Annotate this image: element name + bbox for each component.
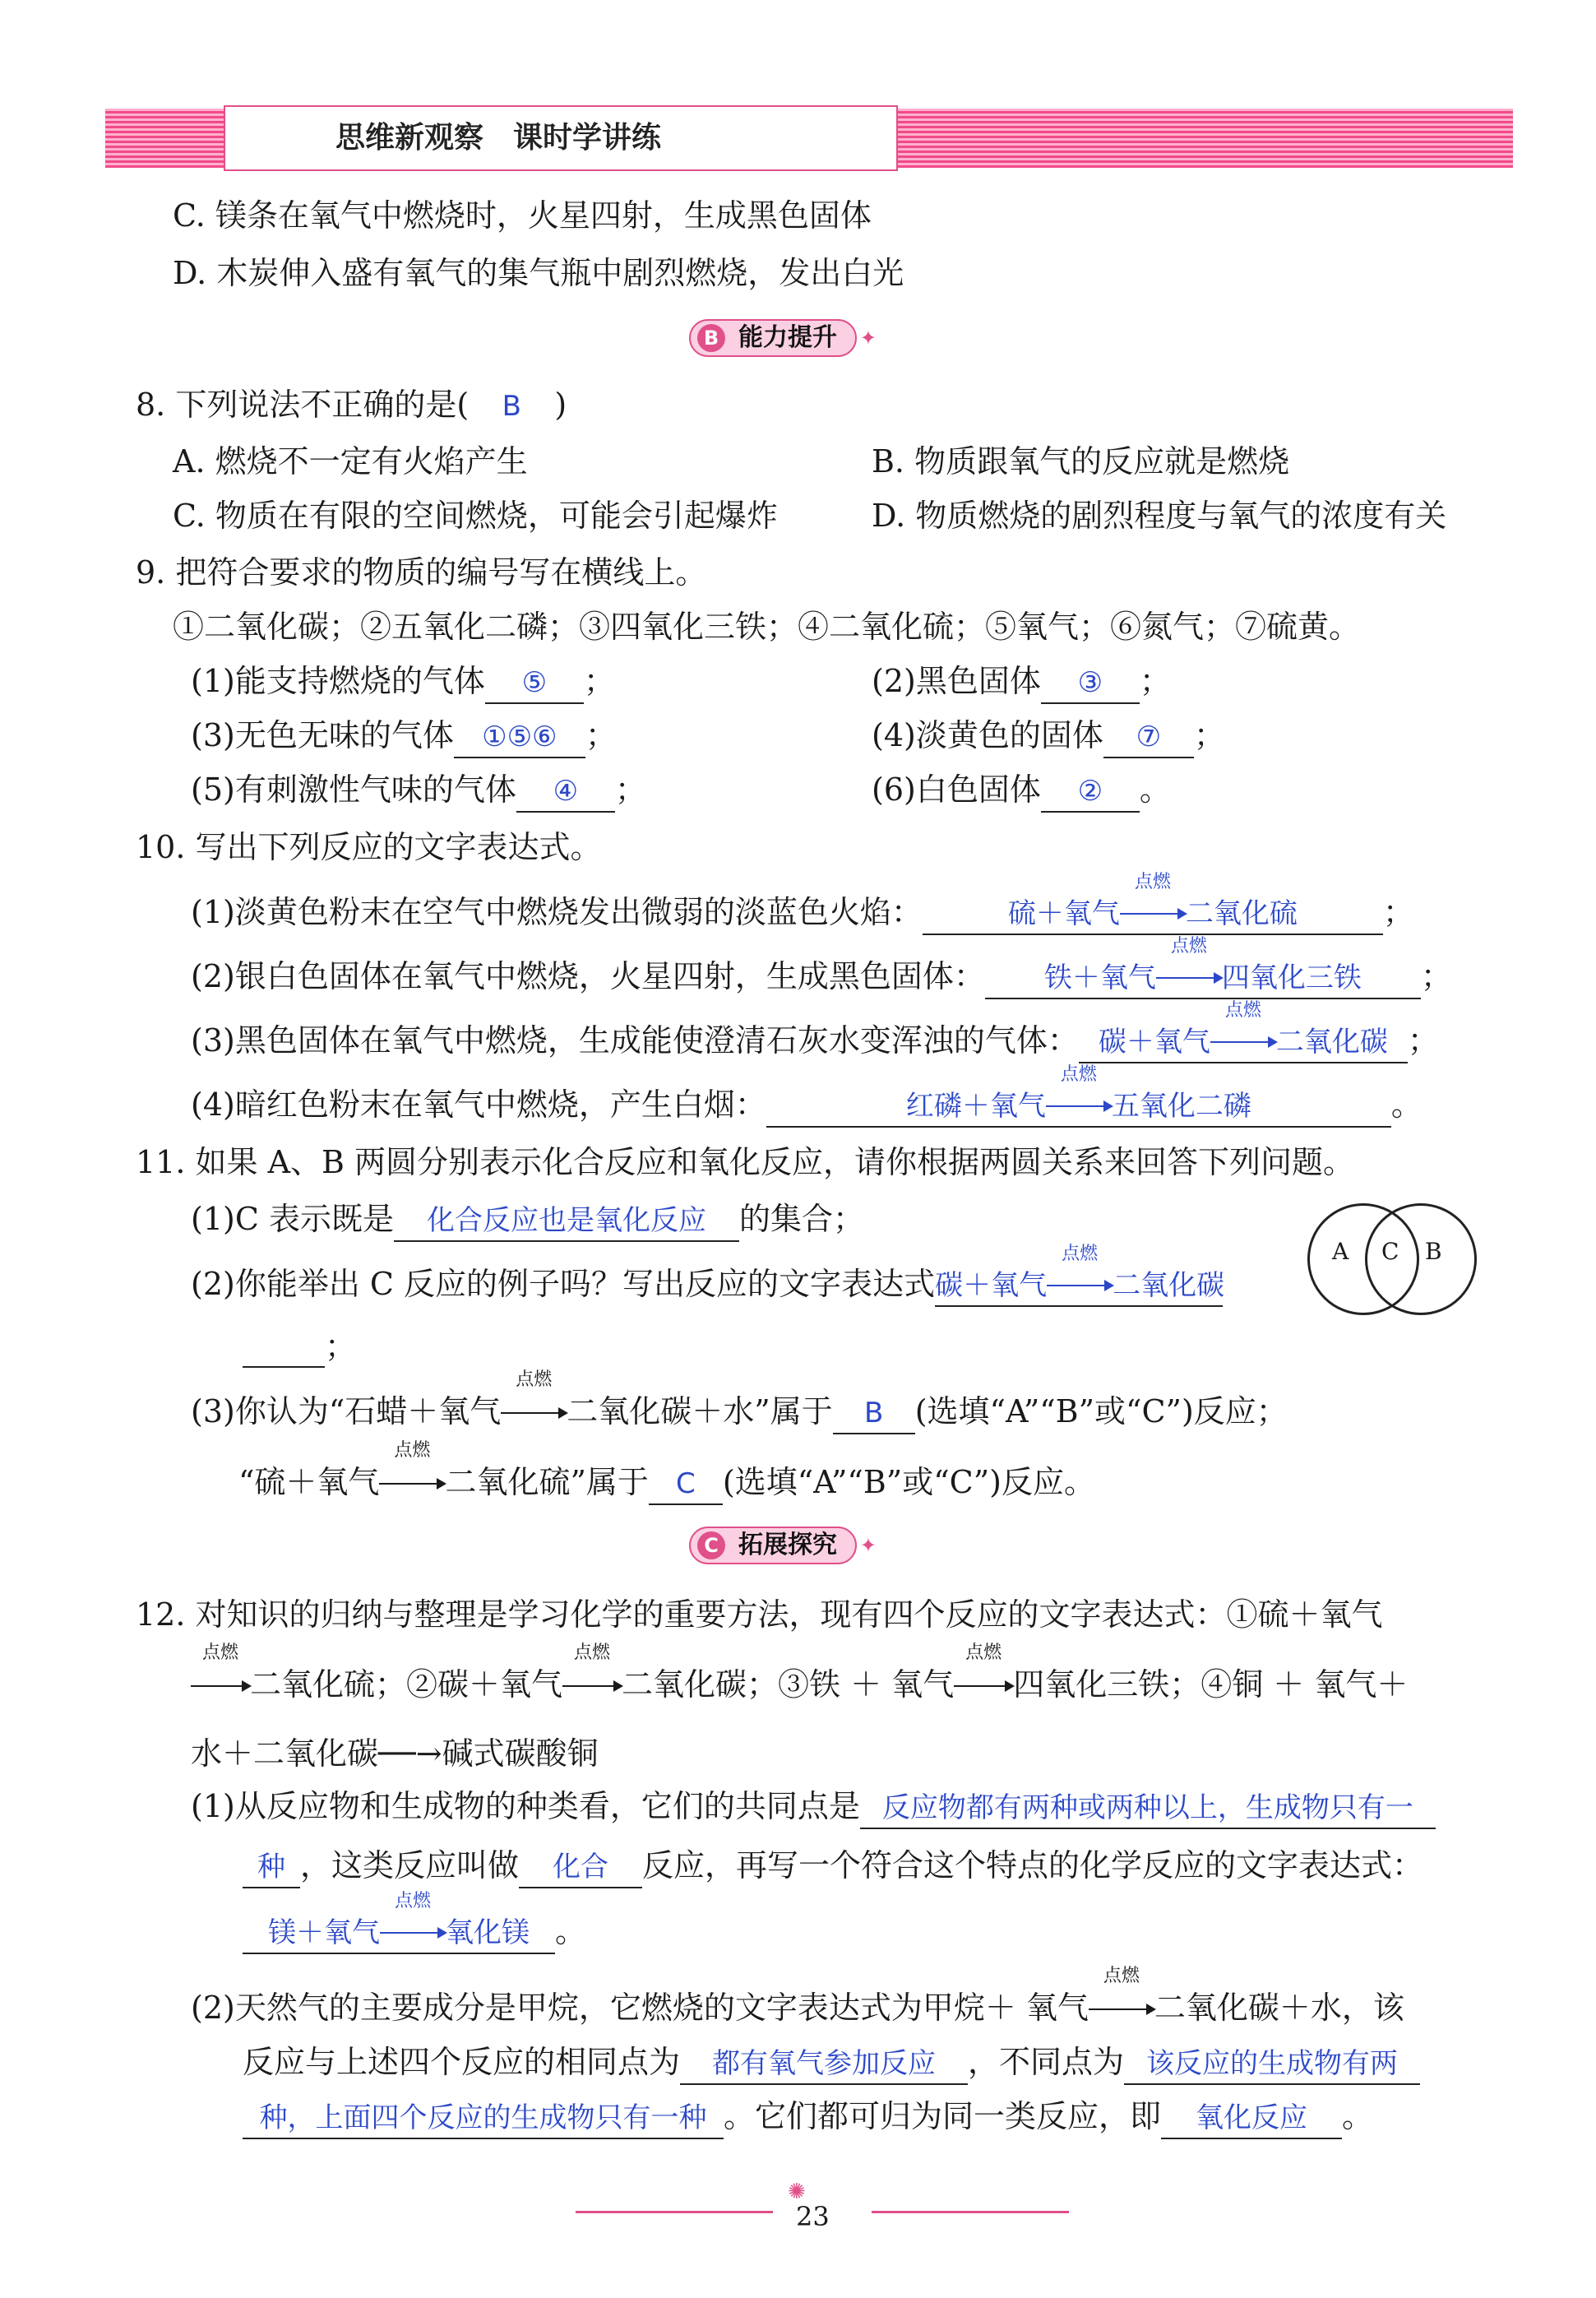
q12-prompt-1c: 反应，再写一个符合这个特点的化学反应的文字表达式： (642, 1847, 1424, 1883)
q12-prompt-2d: ，不同点为 (968, 2044, 1125, 2080)
q12-answer-1c: 化合 (519, 1847, 642, 1888)
q9-stem: 9. 把符合要求的物质的编号写在横线上。 (136, 554, 707, 591)
q10-a2-left: 铁＋氧气 (1043, 961, 1156, 994)
q8-option-d: D. 物质燃烧的剧烈程度与氧气的浓度有关 (872, 498, 1447, 534)
q11-answer-4: C (649, 1464, 723, 1505)
reaction-arrow-icon (501, 1369, 567, 1431)
arrow-condition: 点燃 (1062, 1244, 1099, 1264)
q8-stem-end: ) (554, 387, 567, 423)
q12-item-1-line-1 (191, 1786, 1436, 1829)
q12-answer-2d: 氧化反应 (1161, 2098, 1342, 2139)
q12-a1d-left: 镁＋氧气 (268, 1916, 380, 1949)
reaction-arrow-icon (380, 1891, 446, 1953)
reaction-arrow-icon (1210, 1000, 1276, 1062)
q12-item-1-line-3 (243, 1891, 587, 1954)
section-c-badge: C (697, 1531, 725, 1559)
q11-semicolon: ； (325, 1328, 357, 1364)
q11-prompt-3e: 二氧化硫”属于 (445, 1464, 649, 1500)
q11-prompt-3a: (3)你认为“石蜡＋氧气 (191, 1393, 502, 1429)
q9-prompt-1: (1)能支持燃烧的气体 (191, 663, 485, 699)
q10-a4-right: 五氧化二磷 (1111, 1090, 1251, 1123)
reaction-arrow-icon (562, 1642, 622, 1704)
q9-period: 。 (1139, 771, 1171, 808)
q10-prompt-3: (3)黑色固体在氧气中燃烧，生成能使澄清石灰水变浑浊的气体： (191, 1022, 1079, 1059)
arrow-condition: 点燃 (1103, 1966, 1140, 1986)
q10-semicolon: ； (1382, 894, 1414, 930)
q11-answer-2 (935, 1244, 1225, 1307)
q10-prompt-2: (2)银白色固体在氧气中燃烧，火星四射，生成黑色固体： (191, 958, 985, 994)
q11-item-2-tail (243, 1327, 356, 1368)
reaction-arrow-icon (379, 1440, 445, 1502)
q9-answer-4: ⑦ (1103, 717, 1194, 758)
q12-period: 。 (1342, 2098, 1374, 2134)
q9-item-3 (191, 716, 617, 758)
q9-semicolon: ； (585, 717, 617, 753)
q9-semicolon: ； (1139, 663, 1171, 699)
q10-item-2 (191, 936, 1452, 999)
reaction-arrow-icon (1046, 1064, 1112, 1126)
q12-line-2b: 二氧化碳；③铁 ＋ 氧气 (622, 1666, 955, 1703)
q9-answer-2: ③ (1041, 663, 1140, 704)
header-title: 思维新观察 课时学讲练 (335, 121, 662, 155)
q9-semicolon: ； (583, 663, 615, 699)
q11-prompt-1a: (1)C 表示既是 (191, 1201, 394, 1237)
star-icon: ✦ (859, 1534, 877, 1557)
arrow-condition: 点燃 (394, 1891, 431, 1911)
arrow-condition: 点燃 (1224, 1000, 1261, 1021)
q11-prompt-3c: (选填“A”“B”或“C”)反应； (914, 1393, 1288, 1429)
q10-a3-right: 二氧化碳 (1275, 1026, 1388, 1059)
arrow-condition: 点燃 (394, 1440, 431, 1461)
q9-answer-5: ④ (516, 771, 615, 813)
q10-item-1 (191, 872, 1414, 935)
q12-answer-2a: 都有氧气参加反应 (680, 2044, 968, 2085)
option-d-top: D. 木炭伸入盛有氧气的集气瓶中剧烈燃烧，发出白光 (173, 255, 904, 291)
page-number: 23 (796, 2201, 830, 2232)
q9-item-5 (191, 770, 646, 813)
q10-answer-4 (766, 1064, 1391, 1128)
q12-answer-1b: 种 (243, 1847, 300, 1888)
q11-prompt-3b: 二氧化碳＋水”属于 (567, 1393, 833, 1429)
q12-line-2 (191, 1642, 1409, 1704)
arrow-condition: 点燃 (1134, 872, 1171, 892)
q10-prompt-1: (1)淡黄色粉末在空气中燃烧发出微弱的淡蓝色火焰： (191, 894, 923, 930)
arrow-condition: 点燃 (1170, 936, 1207, 957)
q12-answer-1d (243, 1891, 555, 1954)
q12-item-2-line-2 (243, 2042, 1420, 2085)
arrow-condition: 点燃 (1060, 1064, 1097, 1085)
q9-semicolon: ； (614, 771, 646, 808)
q11-a2-left: 碳＋氧气 (935, 1269, 1048, 1302)
star-icon: ✦ (859, 327, 877, 350)
section-b-tag (689, 319, 877, 357)
q12-answer-1a: 反应物都有两种或两种以上，生成物只有一 (860, 1788, 1436, 1829)
reaction-arrow-icon (191, 1642, 250, 1704)
q10-stem: 10. 写出下列反应的文字表达式。 (136, 829, 602, 865)
q10-prompt-4: (4)暗红色粉末在氧气中燃烧，产生白烟： (191, 1086, 766, 1123)
venn-label-b: B (1425, 1238, 1442, 1265)
q9-item-6 (872, 770, 1171, 813)
q11-prompt-3d: “硫＋氧气 (238, 1464, 380, 1500)
q8-option-b: B. 物质跟氧气的反应就是燃烧 (872, 443, 1290, 480)
q11-prompt-1b: 的集合； (738, 1201, 864, 1237)
section-c-tag (689, 1527, 877, 1564)
q10-answer-3 (1079, 1000, 1408, 1063)
q10-a1-right: 二氧化硫 (1185, 897, 1298, 930)
venn-label-a: A (1332, 1238, 1349, 1265)
q12-line-2c: 四氧化三铁；④铜 ＋ 氧气＋ (1013, 1666, 1409, 1703)
arrow-condition: 点燃 (201, 1642, 238, 1663)
q9-semicolon: ； (1193, 717, 1225, 753)
q12-answer-2c: 种，上面四个反应的生成物只有一种 (243, 2098, 724, 2139)
arrow-condition: 点燃 (965, 1642, 1002, 1663)
q12-a1d-right: 氧化镁 (446, 1916, 530, 1949)
q11-answer-1: 化合反应也是氧化反应 (394, 1201, 739, 1242)
reaction-arrow-icon (954, 1642, 1013, 1704)
q12-item-1-line-2 (243, 1846, 1423, 1888)
q10-answer-1 (923, 872, 1383, 935)
q10-a3-left: 碳＋氧气 (1098, 1026, 1210, 1059)
q9-answer-1: ⑤ (485, 663, 584, 704)
q11-item-2 (191, 1244, 1225, 1307)
q12-line-1: 12. 对知识的归纳与整理是学习化学的重要方法，现有四个反应的文字表达式：①硫＋氧气 (136, 1596, 1383, 1633)
arrow-condition: 点燃 (574, 1642, 611, 1663)
q9-item-1 (191, 661, 615, 704)
q12-answer-2b: 该反应的生成物有两 (1124, 2044, 1420, 2085)
q11-answer-3: B (833, 1393, 915, 1434)
q11-prompt-2: (2)你能举出 C 反应的例子吗？写出反应的文字表达式 (191, 1266, 936, 1302)
q11-item-4 (238, 1440, 1095, 1505)
q10-item-3 (191, 1000, 1439, 1063)
q8-option-c: C. 物质在有限的空间燃烧，可能会引起爆炸 (173, 498, 778, 534)
q10-answer-2 (985, 936, 1421, 999)
q12-line-3: 水＋二氧化碳──→碱式碳酸铜 (191, 1735, 599, 1772)
q12-prompt-1a: (1)从反应物和生成物的种类看，它们的共同点是 (191, 1788, 860, 1824)
q9-prompt-3: (3)无色无味的气体 (191, 717, 454, 753)
q10-period: 。 (1390, 1086, 1423, 1123)
q12-prompt-1b: ，这类反应叫做 (300, 1847, 520, 1883)
q10-semicolon: ； (1407, 1022, 1439, 1059)
reaction-arrow-icon (1089, 1966, 1154, 2027)
venn-label-c: C (1381, 1238, 1399, 1265)
footer-sunburst-icon: ✺ (788, 2180, 806, 2204)
q10-a2-right: 四氧化三铁 (1221, 961, 1362, 994)
footer-line-left (576, 2211, 773, 2213)
q11-a2-right: 二氧化碳 (1113, 1269, 1225, 1302)
section-b-label: 能力提升 (738, 323, 837, 352)
q8-option-a: A. 燃烧不一定有火焰产生 (173, 443, 528, 480)
q9-answer-6: ② (1041, 771, 1140, 813)
reaction-arrow-icon (1120, 872, 1186, 934)
option-c-top: C. 镁条在氧气中燃烧时，火星四射，生成黑色固体 (173, 197, 872, 234)
q9-answer-3: ①⑤⑥ (454, 717, 585, 758)
q12-prompt-2e: 。它们都可归为同一类反应，即 (724, 2098, 1162, 2134)
arrow-condition: 点燃 (516, 1369, 553, 1390)
q12-prompt-2c: 反应与上述四个反应的相同点为 (243, 2044, 681, 2080)
q11-tail-blank (243, 1327, 325, 1368)
q12-prompt-2b: 二氧化碳＋水，该 (1154, 1990, 1404, 2026)
q9-prompt-4: (4)淡黄色的固体 (872, 717, 1103, 753)
reaction-arrow-icon (1047, 1244, 1113, 1305)
q12-item-2-line-3 (243, 2096, 1373, 2139)
q9-item-4 (872, 716, 1225, 758)
q8-stem-text: 8. 下列说法不正确的是( (136, 387, 470, 423)
q9-prompt-6: (6)白色固体 (872, 771, 1041, 808)
section-c-label: 拓展探究 (738, 1531, 837, 1559)
q12-prompt-2a: (2)天然气的主要成分是甲烷，它燃烧的文字表达式为甲烷＋ 氧气 (191, 1990, 1089, 2026)
q10-item-4 (191, 1064, 1423, 1128)
q12-period: 。 (555, 1913, 587, 1949)
q9-prompt-2: (2)黑色固体 (872, 663, 1041, 699)
q11-stem: 11. 如果 A、B 两圆分别表示化合反应和氧化反应，请你根据两圆关系来回答下列问题。 (136, 1144, 1355, 1180)
q12-item-2-line-1 (191, 1966, 1404, 2027)
section-b-badge: B (697, 324, 725, 352)
q9-item-2 (872, 661, 1171, 704)
footer-line-right (872, 2211, 1069, 2213)
q9-prompt-5: (5)有刺激性气味的气体 (191, 771, 516, 808)
q10-a4-left: 红磷＋氧气 (905, 1090, 1046, 1123)
reaction-arrow-icon (1156, 936, 1222, 998)
q10-semicolon: ； (1420, 958, 1452, 994)
q10-a1-left: 硫＋氧气 (1007, 897, 1120, 930)
q8-answer: B (502, 390, 521, 423)
q11-item-3 (191, 1369, 1288, 1434)
q11-prompt-3f: (选填“A”“B”或“C”)反应。 (722, 1464, 1095, 1500)
q9-list: ①二氧化碳；②五氧化二磷；③四氧化三铁；④二氧化硫；⑤氧气；⑥氮气；⑦硫黄。 (173, 609, 1361, 645)
q8-stem (136, 385, 567, 426)
q12-line-2a: 二氧化硫；②碳＋氧气 (250, 1666, 563, 1703)
q11-item-1 (191, 1199, 864, 1242)
